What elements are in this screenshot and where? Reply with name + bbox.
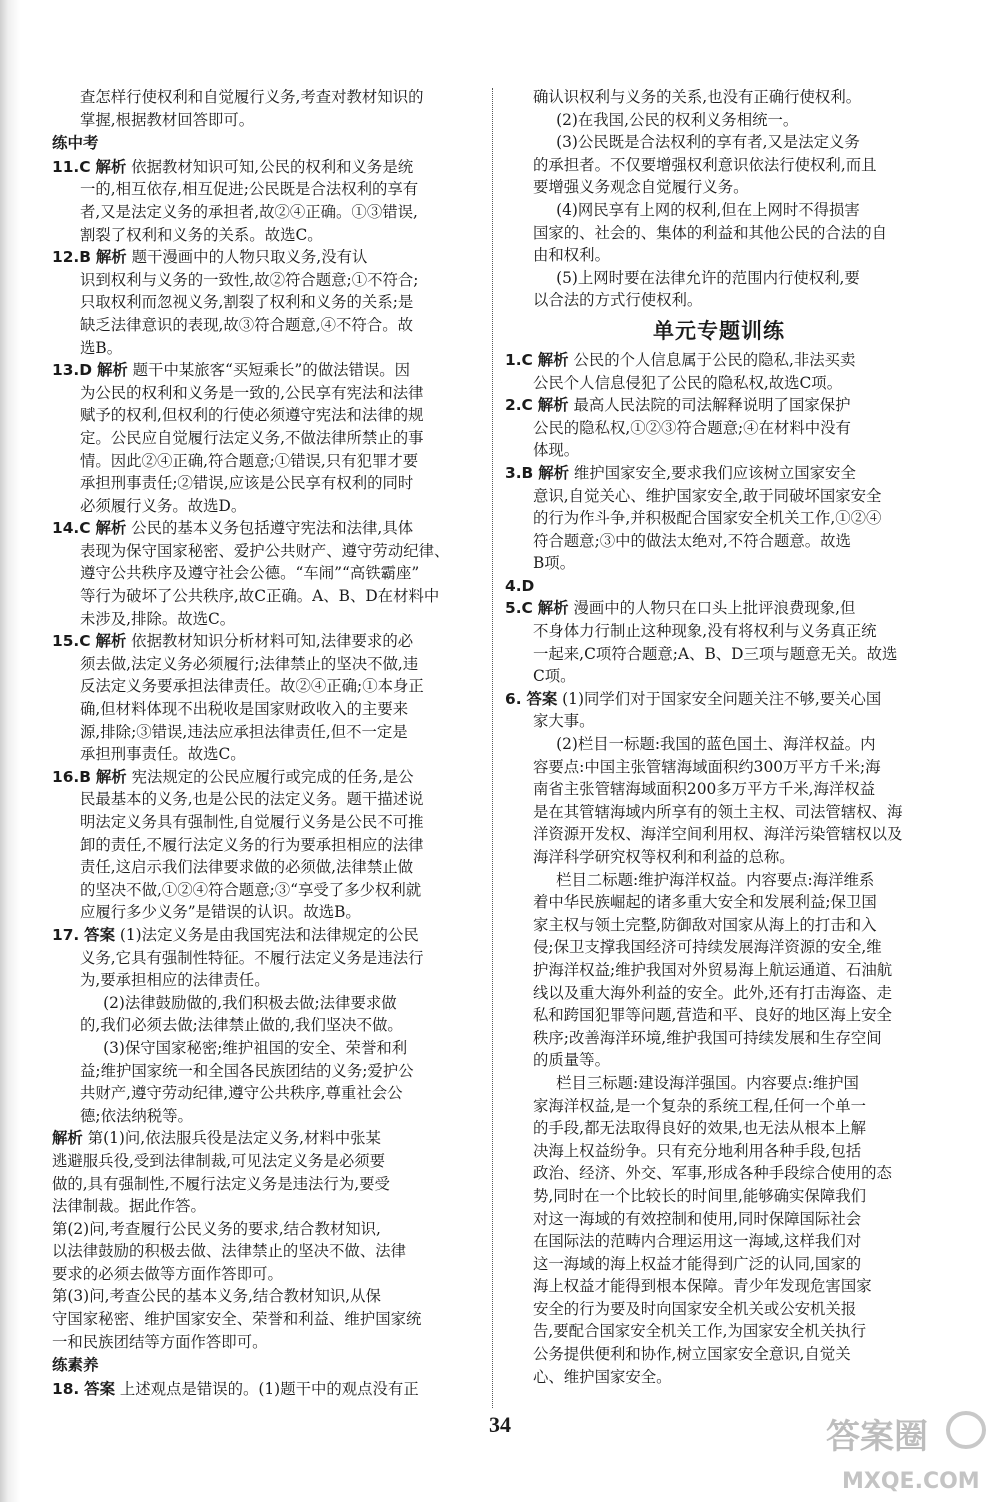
text-line: 题干漫画中的人物只取义务,没有认 [131,248,368,267]
text-line: 安全的行为要及时向国家安全机关或公安机关报 [533,1299,857,1318]
analysis-label: 解析 [95,157,127,176]
text-line: (4)网民享有上网的权利,但在上网时不得损害 [556,200,860,219]
text-line: 缺乏法律意识的表现,故③符合题意,④不符合。故 [80,315,413,334]
text-line: 容要点:中国主张管辖海域面积约300万平方千米;海 [533,757,881,776]
text-line: (1)同学们对于国家安全问题关注不够,要关心国 [562,689,882,708]
question-18-point-2 [505,109,933,132]
text-line: 反法定义务要承担法律责任。故②④正确;①本身正 [80,677,424,696]
question-number: 15.C [52,632,91,651]
text-line: (1)法定义务是由我国宪法和法律规定的公民 [119,925,419,944]
watermark-logo [820,1408,990,1494]
text-line: 赋予的权利,但权利的行使必须遵守宪法和法律的规 [80,406,424,425]
unit-question-6-answer-1 [505,688,933,733]
watermark-logo-text: 答案圈 [826,1417,928,1457]
section-heading-practice-exam: 练中考 [52,134,99,153]
text-line: 侵;保卫支撑我国经济可持续发展海洋资源的安全,维 [533,938,882,957]
question-number: 17. [52,925,80,944]
text-line: 不身体力行制止这种现象,没有将权利与义务真正统 [533,622,877,641]
text-line: 栏目二标题:维护海洋权益。内容要点:海洋维系 [556,870,875,889]
question-number: 12.B [52,248,91,267]
analysis-label: 解析 [95,767,127,786]
text-line: 在国际法的范畴内合理运用这一海域,这样我们对 [533,1232,862,1251]
question-15 [52,630,476,766]
text-line: 国家的、社会的、集体的利益和其他公民的合法的自 [533,223,887,242]
text-line: 公务提供便利和协作,树立国家安全意识,自觉关 [533,1345,851,1364]
text-line: 责任,这启示我们法律要求做的必须做,法律禁止做 [80,858,413,877]
text-line: 家海洋权益,是一个复杂的系统工程,任何一个单一 [533,1096,866,1115]
text-line: 表现为保守国家秘密、爱护公共财产、遵守劳动纪律、 [80,541,450,560]
text-line: 明法定义务具有强制性,自觉履行义务是公民不可推 [80,813,424,831]
text-line: 承担刑事责任。故选C。 [80,745,246,764]
text-line: 定。公民应自觉履行法定义务,不做法律所禁止的事 [80,428,424,447]
answer-label: 答案 [84,1379,115,1398]
text-line: 告,要配合国家安全机关工作,为国家安全机关执行 [533,1322,866,1341]
text-line: 选B。 [80,338,123,357]
question-number: 13.D [52,361,93,380]
text-line: 须去做,法定义务必须履行;法律禁止的坚决不做,违 [80,654,419,673]
intro-text [52,86,476,131]
text-line: 必须履行义务。故选D。 [80,496,247,515]
text-line: 符合题意;③中的做法太绝对,不符合题意。故选 [533,531,851,550]
question-number: 5.C [505,599,533,618]
text-line: 护海洋权益;维护我国对外贸易海上航运通道、石油航 [533,960,893,979]
text-line: 洋资源开发权、海洋空间利用权、海洋污染管辖权以及 [533,825,903,844]
text-line: 海洋科学研究权等权利和利益的总称。 [533,848,795,866]
text-line: 心、维护国家安全。 [533,1367,672,1386]
answer-label: 答案 [526,689,558,708]
text-line: 漫画中的人物只在口头上批评浪费现象,但 [573,599,856,618]
analysis-label: 解析 [537,350,569,369]
question-number: 4.D [505,576,535,595]
text-line: C项。 [533,667,576,686]
unit-question-6-column-1 [505,733,933,869]
text-line: 割裂了权利和义务的关系。故选C。 [80,225,323,244]
text-line: 意识,自觉关心、维护国家安全,敢于同破坏国家安全 [533,486,882,505]
unit-question-6-column-2 [505,869,933,1072]
text-line: 共财产,遵守劳动纪律,遵守公共秩序,尊重社会公 [80,1084,403,1103]
text-line: 要增强义务观念自觉履行义务。 [533,178,749,197]
question-17-analysis-1 [52,1127,476,1217]
text-line: 公民的个人信息属于公民的隐私,非法买卖 [573,350,856,369]
question-17 [52,924,476,1353]
text-line: 未涉及,排除。故选C。 [80,609,236,628]
text-line: (2)在我国,公民的权利义务相统一。 [556,110,799,129]
text-line: 民最基本的义务,也是公民的法定义务。题干描述说 [80,790,424,809]
question-16 [52,766,476,924]
text-line: 第(2)问,考查履行公民义务的要求,结合教材知识, [52,1219,381,1238]
question-17-analysis-3 [52,1285,476,1353]
text-line: 公民的隐私权,①②③符合题意;④在材料中没有 [533,418,851,437]
text-line: 查怎样行使权利和自觉履行义务,考查对教材知识的 [80,88,424,106]
analysis-label: 解析 [95,632,127,651]
question-17-answer-1 [52,924,476,992]
question-18 [52,1378,476,1401]
text-line: 为,要承担相应的法律责任。 [80,971,270,990]
text-line: 上述观点是错误的。(1)题干中的观点没有正 [119,1379,419,1398]
text-line: 一的,相互依存,相互促进;公民既是合法权利的享有 [80,180,419,199]
text-line: 逃避服兵役,受到法律制裁,可见法定义务是必须要 [52,1151,385,1170]
text-line: 题干中某旅客“买短乘长”的做法错误。因 [132,361,411,380]
question-number: 16.B [52,767,91,786]
question-18-continued [505,86,933,109]
text-line: 要求的必须去做等方面作答即可。 [52,1264,283,1283]
text-line: 遵守公共秩序及遵守社会公德。“车闹”“高铁霸座” [80,564,420,583]
text-line: 的承担者。不仅要增强权利意识依法行使权利,而且 [533,155,877,174]
text-line: 等行为破坏了公共秩序,故C正确。A、B、D在材料中 [80,587,440,606]
text-line: 秩序;改善海洋环境,维护我国可持续发展和生存空间 [533,1028,882,1047]
text-line: 栏目三标题:建设海洋强国。内容要点:维护国 [556,1073,859,1092]
text-line: 益;维护国家统一和全国各民族团结的义务;爱护公 [80,1061,414,1080]
question-18-point-5 [505,267,933,312]
text-line: 做的,具有强制性,不履行法定义务是违法行为,要受 [52,1174,390,1193]
analysis-label: 解析 [95,248,127,267]
unit-question-6-column-3 [505,1072,933,1388]
text-line: 决海上权益纷争。只有充分地利用各种手段,包括 [533,1141,862,1160]
page-number: 34 [489,1412,511,1437]
watermark-url: MXQE.COM [842,1469,980,1494]
text-line: 着中华民族崛起的诸多重大安全和发展利益;保卫国 [533,893,877,912]
question-12 [52,246,476,359]
question-number: 2.C [505,396,533,415]
answer-label: 答案 [84,925,115,944]
scan-edge-shadow [0,0,20,1502]
analysis-label: 解析 [537,396,569,415]
unit-question-6 [505,688,933,1388]
text-line: 维护国家安全,要求我们应该树立国家安全 [573,463,856,482]
text-line: 线以及重大海外利益的安全。此外,还有打击海盗、走 [533,983,892,1002]
text-line: (5)上网时要在法律允许的范围内行使权利,要 [556,268,860,287]
text-line: 家主权与领土完整,防御敌对国家从海上的打击和入 [533,915,877,934]
text-line: 一和民族团结等方面作答即可。 [52,1332,268,1351]
text-line: 依据教材知识分析材料可知,法律要求的必 [131,632,414,651]
text-line: 的手段,都无法取得良好的效果,也无法从根本上解 [533,1119,866,1138]
text-line: (3)保守国家秘密;维护祖国的安全、荣誉和利 [103,1038,408,1057]
text-line: 法律制裁。据此作答。 [52,1197,206,1216]
text-line: (2)栏目一标题:我国的蓝色国土、海洋权益。内 [556,735,876,754]
column-divider [492,88,493,1408]
text-line: 南省主张管辖海域面积200多万平方千米,海洋权益 [533,780,876,799]
watermark-ring [948,1413,984,1447]
unit-question-3 [505,462,933,575]
text-line: 以法律鼓励的积极去做、法律禁止的坚决不做、法律 [52,1242,406,1261]
text-line: 公民个人信息侵犯了公民的隐私权,故选C项。 [533,373,843,392]
section-heading-literacy: 练素养 [52,1356,99,1375]
left-column [52,86,476,1400]
analysis-label: 解析 [95,519,127,538]
text-line: 的,我们必须去做;法律禁止做的,我们坚决不做。 [80,1016,403,1035]
analysis-label: 解析 [52,1129,83,1148]
text-line: 宪法规定的公民应履行或完成的任务,是公 [131,767,414,786]
text-line: 这一海域的海上权益才能得到广泛的认同,国家的 [533,1254,862,1273]
question-11 [52,156,476,246]
text-line: 最高人民法院的司法解释说明了国家保护 [573,396,851,415]
question-number: 6. [505,689,522,708]
text-line: 源,排除;③错误,违法应承担法律责任,但不一定是 [80,722,408,741]
text-line: 德;依法纳税等。 [80,1106,193,1125]
unit-question-4 [505,575,933,598]
text-line: 私和跨国犯罪等问题,营造和平、良好的地区海上安全 [533,1006,892,1025]
text-line: 家大事。 [533,712,595,731]
text-line: 情。因此②④正确,符合题意;①错误,只有犯罪才要 [80,451,419,470]
analysis-label: 解析 [537,599,569,618]
text-line: 只取权利而忽视义务,割裂了权利和义务的关系;是 [80,293,414,312]
text-line: 第(1)问,依法服兵役是法定义务,材料中张某 [87,1129,381,1148]
text-line: 守国家秘密、维护国家安全、荣誉和利益、维护国家统 [52,1310,422,1329]
question-18-point-3 [505,131,933,199]
text-line: 掌握,根据教材回答即可。 [80,110,255,129]
question-17-answer-3 [52,1037,476,1127]
text-line: 应履行多少义务”是错误的认识。故选B。 [80,903,361,922]
text-line: 体现。 [533,441,580,460]
question-number: 18. [52,1379,80,1398]
question-number: 11.C [52,157,91,176]
question-17-answer-2 [52,992,476,1037]
text-line: 的质量等。 [533,1051,610,1070]
text-line: (3)公民既是合法权利的享有者,又是法定义务 [556,133,860,152]
right-column [505,86,933,1388]
text-line: 的坚决不做,①②④符合题意;③“享受了多少权利就 [80,880,422,899]
text-line: 依据教材知识可知,公民的权利和义务是统 [131,157,414,176]
text-line: 第(3)问,考查公民的基本义务,结合教材知识,从保 [52,1287,381,1306]
analysis-label: 解析 [96,361,128,380]
text-line: 由和权利。 [533,246,610,265]
text-line: 以合法的方式行使权利。 [533,291,703,310]
question-number: 14.C [52,519,91,538]
text-line: 义务,它具有强制性特征。不履行法定义务是违法行 [80,948,424,967]
text-line: 海上权益才能得到根本保障。青少年发现危害国家 [533,1277,872,1296]
text-line: 者,又是法定义务的承担者,故②④正确。①③错误, [80,202,418,221]
unit-title: 单元专题训练 [653,318,785,343]
analysis-label: 解析 [538,463,569,482]
text-line: 对这一海域的有效控制和使用,同时保障国际社会 [533,1209,862,1228]
text-line: (2)法律鼓励做的,我们积极去做;法律要求做 [103,993,397,1012]
text-line: 卸的责任,不履行法定义务的行为要承担相应的法律 [80,835,424,854]
unit-question-5 [505,597,933,687]
question-14 [52,517,476,630]
text-line: 为公民的权利和义务是一致的,公民享有宪法和法律 [80,383,424,402]
question-13 [52,359,476,517]
question-18-point-4 [505,199,933,267]
text-line: 公民的基本义务包括遵守宪法和法律,具体 [131,519,414,538]
question-number: 3.B [505,463,534,482]
text-line: 政治、经济、外交、军事,形成各种手段综合使用的态 [533,1164,892,1183]
text-line: 确认识权利与义务的关系,也没有正确行使权利。 [533,88,862,106]
text-line: 是在其管辖海域内所享有的领土主权、司法管辖权、海 [533,802,903,821]
text-line: 一起来,C项符合题意;A、B、D三项与题意无关。故选 [533,644,898,663]
text-line: 承担刑事责任;②错误,应该是公民享有权利的同时 [80,474,414,493]
text-line: 确,但材料体现不出税收是国家财政收入的主要来 [80,700,409,719]
text-line: B项。 [533,554,576,573]
question-17-analysis-2 [52,1218,476,1286]
unit-question-1 [505,349,933,394]
text-line: 的行为作斗争,并积极配合国家安全机关工作,①②④ [533,509,882,528]
question-number: 1.C [505,350,533,369]
text-line: 识到权利与义务的一致性,故②符合题意;①不符合; [80,270,419,289]
text-line: 势,同时在一个比较长的时间里,能够确实保障我们 [533,1186,866,1205]
unit-question-2 [505,394,933,462]
